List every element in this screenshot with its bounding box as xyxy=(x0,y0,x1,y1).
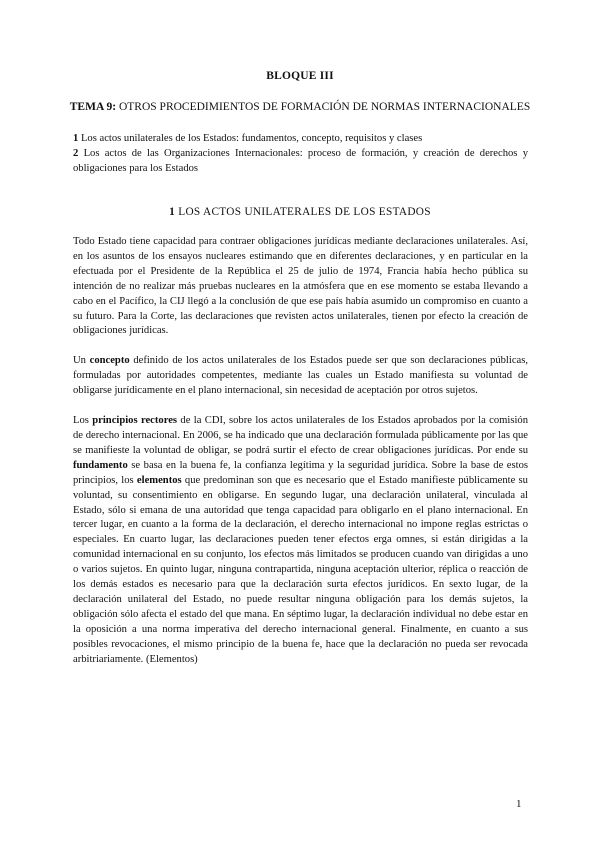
keyword-elementos: elementos xyxy=(136,474,182,486)
text-run: que predominan son que es necesario que el Estado manifieste públicamente su voluntad, su consentimiento en obligarse. En segundo lugar, una declaración unilateral, vinculada al Estado, sólo si emana de una autoridad que tenga capacidad para obligarlo en el plano internacional. En tercer lugar, en cuanto a la forma de la declaración, el derecho internacional no impone reglas estrictas o especiales. En cuarto lugar, las declaraciones pueden tener efectos erga omnes, si están dirigidas a la comunidad internacional en su conjunto, los efectos más limitados se producen cuando van dirigidas a uno o varios sujetos. En quinto lugar, ninguna contrapartida, ninguna aceptación ulterior, réplica o reacción de los demás estados es necesario para que la declaración surta efectos jurídicos. En sexto lugar, de la declaración unilateral del Estado, no puede resultar ninguna obligación para los demás sujetos, la obligación sólo afecta el estado del que mana. En séptimo lugar, la declaración individual no debe estar en la oposición a una norma imperativa del derecho internacional general. Finalmente, en cuanto a sus posibles revocaciones, el mismo principio de la buena fe, hace que la declaración no pueda ser revocada arbitriariamente. (Elementos) xyxy=(73,474,528,665)
text-run: definido de los actos unilaterales de los Estados puede ser que son declaraciones públicas, formuladas por autoridades competentes, mediante las cuales un Estado manifiesta su voluntad de obligarse jurídicamente en el plano internacional, sin necesidad de aceptación por otros sujetos. xyxy=(73,355,528,397)
block-title: BLOQUE III xyxy=(266,70,334,82)
outline-item-number: 1 xyxy=(73,133,79,144)
text-run: se basa en la buena fe, la confianza legítima y la seguridad jurídica. Sobre la base de estos principios, los xyxy=(73,459,528,486)
page-number: 1 xyxy=(516,798,522,810)
paragraph-intro: Todo Estado tiene capacidad para contraer obligaciones jurídicas mediante declaraciones unilaterales. Así, en los asuntos de los ensayos nucleares estimando que en diferentes declaraciones, y en particular en la efectuada por el Presidente de la República el 25 de julio de 1974, Francia había hecho pública su intención de no realizar más pruebas nucleares en la atmósfera que en ese momento se estaba llevando a cabo en el Pacífico, la CIJ llegó a la conclusión de que ese país había asumido un compromiso en cuanto a su futuro. Para la Corte, las declaraciones que revisten actos unilaterales, tienen por efecto la creación de obligaciones jurídicas. xyxy=(73,236,528,337)
outline-item xyxy=(73,146,528,176)
section-number: 1 xyxy=(169,206,176,218)
topic-title: OTROS PROCEDIMIENTOS DE FORMACIÓN DE NORMAS INTERNACIONALES xyxy=(118,101,531,113)
outline-item-text: Los actos de las Organizaciones Internacionales: proceso de formación, y creación de derechos y obligaciones para los Estados xyxy=(73,148,528,174)
body-text xyxy=(73,235,528,682)
section-title: LOS ACTOS UNILATERALES DE LOS ESTADOS xyxy=(178,206,431,218)
keyword-concepto: concepto xyxy=(89,355,130,367)
keyword-fundamento: fundamento xyxy=(73,459,128,471)
topic-label: TEMA 9: xyxy=(69,101,117,113)
paragraph-concept xyxy=(73,354,528,399)
outline-item-text: Los actos unilaterales de los Estados: fundamentos, concepto, requisitos y clases xyxy=(80,133,423,144)
section-heading xyxy=(0,206,600,218)
paragraph-principles xyxy=(73,414,528,667)
outline-item-number: 2 xyxy=(73,148,79,159)
text-run: de la CDI, sobre los actos unilaterales de los Estados aprobados por la comisión de derecho internacional. En 2006, se ha indicado que una declaración formulada públicamente por las que se manifieste la voluntad de obligar, se podrá surtir el efecto de crear obligaciones jurídicas. Por ende su xyxy=(73,415,528,456)
text-run: Un xyxy=(73,355,90,367)
topic-outline xyxy=(73,131,528,176)
text-run: Los xyxy=(73,415,93,427)
outline-item xyxy=(73,131,528,146)
topic-heading xyxy=(0,101,600,113)
keyword-principios-rectores: principios rectores xyxy=(92,415,178,427)
